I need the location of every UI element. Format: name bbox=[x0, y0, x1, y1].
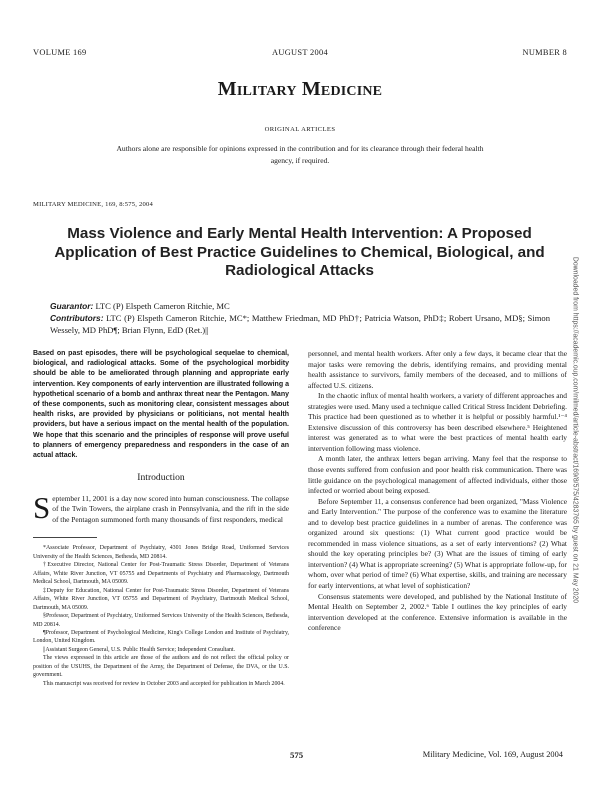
article-title: Mass Violence and Early Mental Health Intervention: A Proposed Application of Best Practice Guidelines to Chemical, Biological, and Radiological Attacks bbox=[54, 225, 545, 279]
guarantor-label: Guarantor: bbox=[50, 301, 94, 311]
guarantor-name: LTC (P) Elspeth Cameron Ritchie, MC bbox=[95, 301, 230, 311]
body-paragraph: A month later, the anthrax letters began arriving. Many feel that the response to those events suffered from confusion and poor health risk communication. There was little guidance on the psychological management of affected individuals, either those infected or worried about being exposed. bbox=[308, 454, 567, 496]
right-column bbox=[308, 349, 567, 634]
body-paragraph: personnel, and mental health workers. After only a few days, it became clear that the major tasks were removing the debris, identifying remains, and providing mental health assistance to survivors, family members of the deceased, and to millions of affected U.S. citizens. bbox=[308, 349, 567, 390]
section-label: ORIGINAL ARTICLES bbox=[264, 126, 336, 133]
left-column bbox=[33, 349, 289, 688]
footnote: ||Assistant Surgeon General, U.S. Public Health Service; Independent Consultant. bbox=[43, 646, 236, 653]
issue-number: NUMBER 8 bbox=[522, 48, 567, 57]
intro-text: eptember 11, 2001 is a day now scored into human consciousness. The collapse of the Twin Towers, the airplane crash in Pennsylvania, and the rift in the side of the Pentagon summoned forth many thousands of first responders, medical bbox=[52, 493, 289, 524]
body-paragraph: In the chaotic influx of mental health workers, a variety of different approaches and strategies were used. Many used a technique called Critical Stress Incident Debriefing. This practice had been questioned as to whether it is helpful or possibly harmful.¹⁻⁴ Extensive discussion of this controversy has been described elsewhere.⁵ Heightened interest was generated as to what were the best practices of mental health early intervention following mass violence. bbox=[308, 391, 567, 453]
body-paragraph: Before September 11, a consensus conference had been organized, "Mass Violence and Early Intervention." The purpose of the conference was to examine the literature and to develop best practice guidelines in a number of arenas. The conference was organized around six questions: (1) What current good practice would be recommended in mass violence situations, as a set of early interventions? (2) What should the key operating principles be? (3) What are the issues of timing of early intervention? (4) What is appropriate screening? (5) What is appropriate follow-up, for whom, over what period of time? (6) What expertise, skills, and training are necessary for early interventions, at what level of sophistication? bbox=[308, 496, 567, 591]
volume-label: VOLUME 169 bbox=[33, 48, 87, 57]
footnote: ‡Deputy for Education, National Center for Post-Traumatic Stress Disorder, Department of Veterans Affairs, White River Junction, VT 05755 and Department of Psychiatry, Dartmouth Medical School, Dartmouth, MA 05009. bbox=[33, 587, 289, 611]
disclaimer: Authors alone are responsible for opinions expressed in the contribution and for its clearance through their federal health agency, if required. bbox=[116, 144, 484, 165]
footnote: ¶Professor, Department of Psychological Medicine, King's College London and Institute of Psychiatry, London, United Kingdom. bbox=[33, 629, 289, 645]
abstract: Based on past episodes, there will be psychological sequelae to chemical, biological, and radiological attacks. Some of the psychological morbidity should be able to be ameliorated through planning and appropriate early intervention. Key components of early intervention are illustrated following a hypothetical scenario of a bomb and anthrax threat near the Pentagon. Many of these components, such as monitoring clear, consistent messages about health risks, are provided by physicians or politicians, not mental health providers, but have a serious impact on the mental health of the population. We hope that this scenario and the principles of response will prove useful to planners of emergency preparedness and responders in the case of an actual attack. bbox=[33, 350, 289, 460]
footnote-note: The views expressed in this article are those of the authors and do not reflect the official policy or position of the USUHS, the Department of the Army, the Department of Defense, the DVA, or the U.S. government. bbox=[33, 655, 289, 679]
watermark-text: Downloaded from https://academic.oup.com/milmed/article-abstract/169/8/575/4283765 by guest on 21 May 2020 bbox=[571, 256, 579, 604]
download-watermark bbox=[565, 200, 585, 660]
contributors-line bbox=[50, 312, 550, 336]
contributors-label: Contributors: bbox=[50, 313, 104, 323]
section-heading-introduction: Introduction bbox=[137, 472, 185, 484]
contributors-names: LTC (P) Elspeth Cameron Ritchie, MC*; Matthew Friedman, MD PhD†; Patricia Watson, PhD‡; Robert Ursano, MD§; Simon Wessely, MD PhD¶; Brian Flynn, EdD (Ret.)|| bbox=[50, 313, 550, 335]
citation: MILITARY MEDICINE, 169, 8:575, 2004 bbox=[33, 201, 153, 208]
issue-date: AUGUST 2004 bbox=[272, 48, 328, 57]
footnote: †Executive Director, National Center for Post-Traumatic Stress Disorder, Department of Veterans Affairs, White River Junction, VT 05755 and Departments of Psychiatry and Pharmacology, Dartmouth Medical School, Dartmouth, MA 05009. bbox=[33, 562, 289, 586]
body-paragraph: Consensus statements were developed, and published by the National Institute of Mental Health on September 2, 2002.⁶ Table I outlines the key principles of early intervention developed at the conference. Extensive information is available in the conference bbox=[308, 591, 567, 633]
footer-journal: Military Medicine, Vol. 169, August 2004 bbox=[422, 750, 563, 759]
intro-paragraph bbox=[33, 489, 289, 526]
byline bbox=[50, 300, 550, 336]
page-number: 575 bbox=[290, 750, 304, 760]
footnote-divider bbox=[33, 537, 97, 538]
footnote: §Professor, Department of Psychiatry, Uniformed Services University of the Health Sciences, Bethesda, MD 20814. bbox=[33, 613, 289, 628]
footnote: *Associate Professor, Department of Psychiatry, 4301 Jones Bridge Road, Uniformed Services University of the Health Sciences, Bethesda, MD 20814. bbox=[33, 545, 289, 560]
drop-cap: S bbox=[33, 489, 51, 525]
guarantor-line bbox=[50, 300, 550, 312]
footnote-note: This manuscript was received for review in October 2003 and accepted for publication in March 2004. bbox=[43, 680, 285, 687]
journal-title: Military Medicine bbox=[217, 78, 383, 100]
